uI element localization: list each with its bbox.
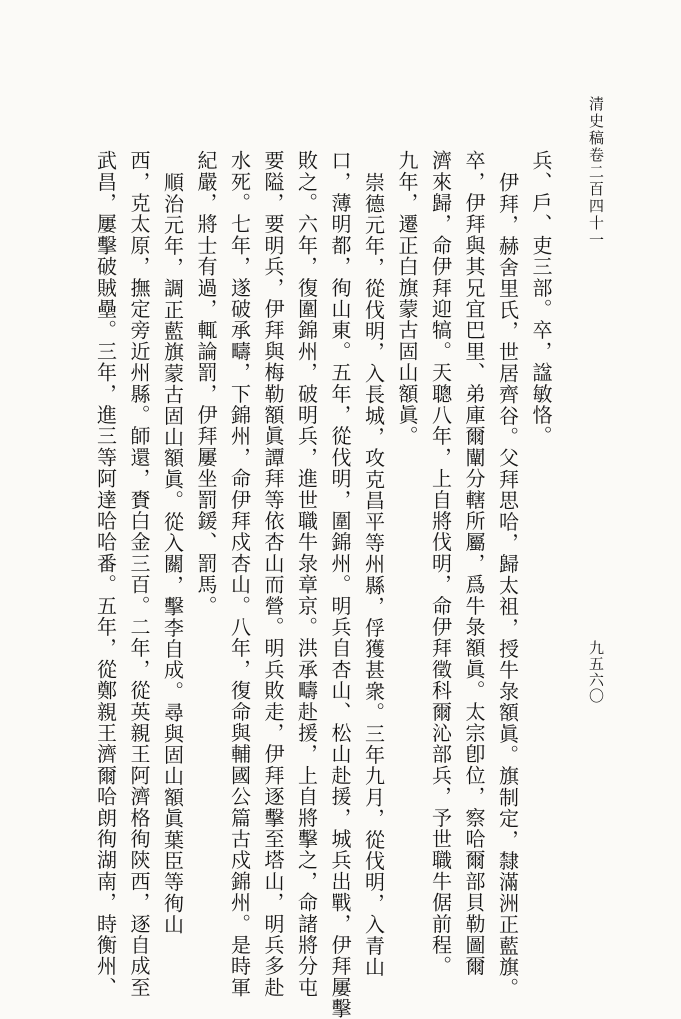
text-column: 敗之。六年，復圍錦州，破明兵，進世職牛彔章京。洪承疇赴援，上自將擊之，命諸將分屯: [294, 150, 319, 998]
text-column: 伊拜，赫舍里氏，世居齊谷。父拜思哈，歸太祖，授牛彔額眞。旗制定，隸滿洲正藍旗。: [495, 172, 520, 999]
running-header: 清史稿卷二百四十一: [587, 96, 605, 249]
body-text: [82, 150, 557, 1019]
text-column: 濟來歸，命伊拜迎犒。天聰八年，上自將伐明，命伊拜徵科爾沁部兵，予世職牛倨前程。: [428, 150, 453, 977]
text-column: 武昌，屢擊破賊壘。三年，進三等阿達哈哈番。五年，從鄭親王濟爾哈朗徇湖南，時衡州、: [93, 150, 118, 998]
text-column: 口，薄明都，徇山東。五年，從伐明，圍錦州。明兵自杏山、松山赴援，城兵出戰，伊拜屢擊: [328, 150, 352, 1019]
text-column: 卒，伊拜與其兄宜巴里、弟庫爾闡分轄所屬，爲牛彔額眞。太宗卽位，察哈爾部貝勒圖爾: [462, 150, 486, 977]
text-column: 順治元年，調正藍旗蒙古固山額眞。從入關，擊李自成。尋與固山額眞葉臣等徇山: [160, 172, 185, 936]
text-column: 水死。七年，遂破承疇，下錦州，命伊拜戍杏山。八年，復命與輔國公篇古戍錦州。是時軍: [227, 150, 252, 998]
text-column: 九年，遷正白旗蒙古固山額眞。: [395, 150, 419, 447]
text-column: 西，克太原，撫定旁近州縣。師還，賚白金三百。二年，從英親王阿濟格徇陝西，逐自成至: [127, 150, 151, 998]
page-number: 九五六〇: [587, 640, 605, 704]
text-column: 紀嚴，將士有過，輒論罰，伊拜屢坐罰鍰、罰馬。: [194, 150, 218, 617]
text-column: 兵、戶、吏三部。卒，諡敏恪。: [529, 150, 553, 447]
text-column: 崇德元年，從伐明，入長城，攻克昌平等州縣，俘獲甚衆。三年九月，從伐明，入青山: [361, 172, 386, 978]
text-column: 要隘，要明兵，伊拜與梅勒額眞譚拜等依杏山而營。明兵敗走，伊拜逐擊至塔山，明兵多赴: [261, 150, 285, 998]
